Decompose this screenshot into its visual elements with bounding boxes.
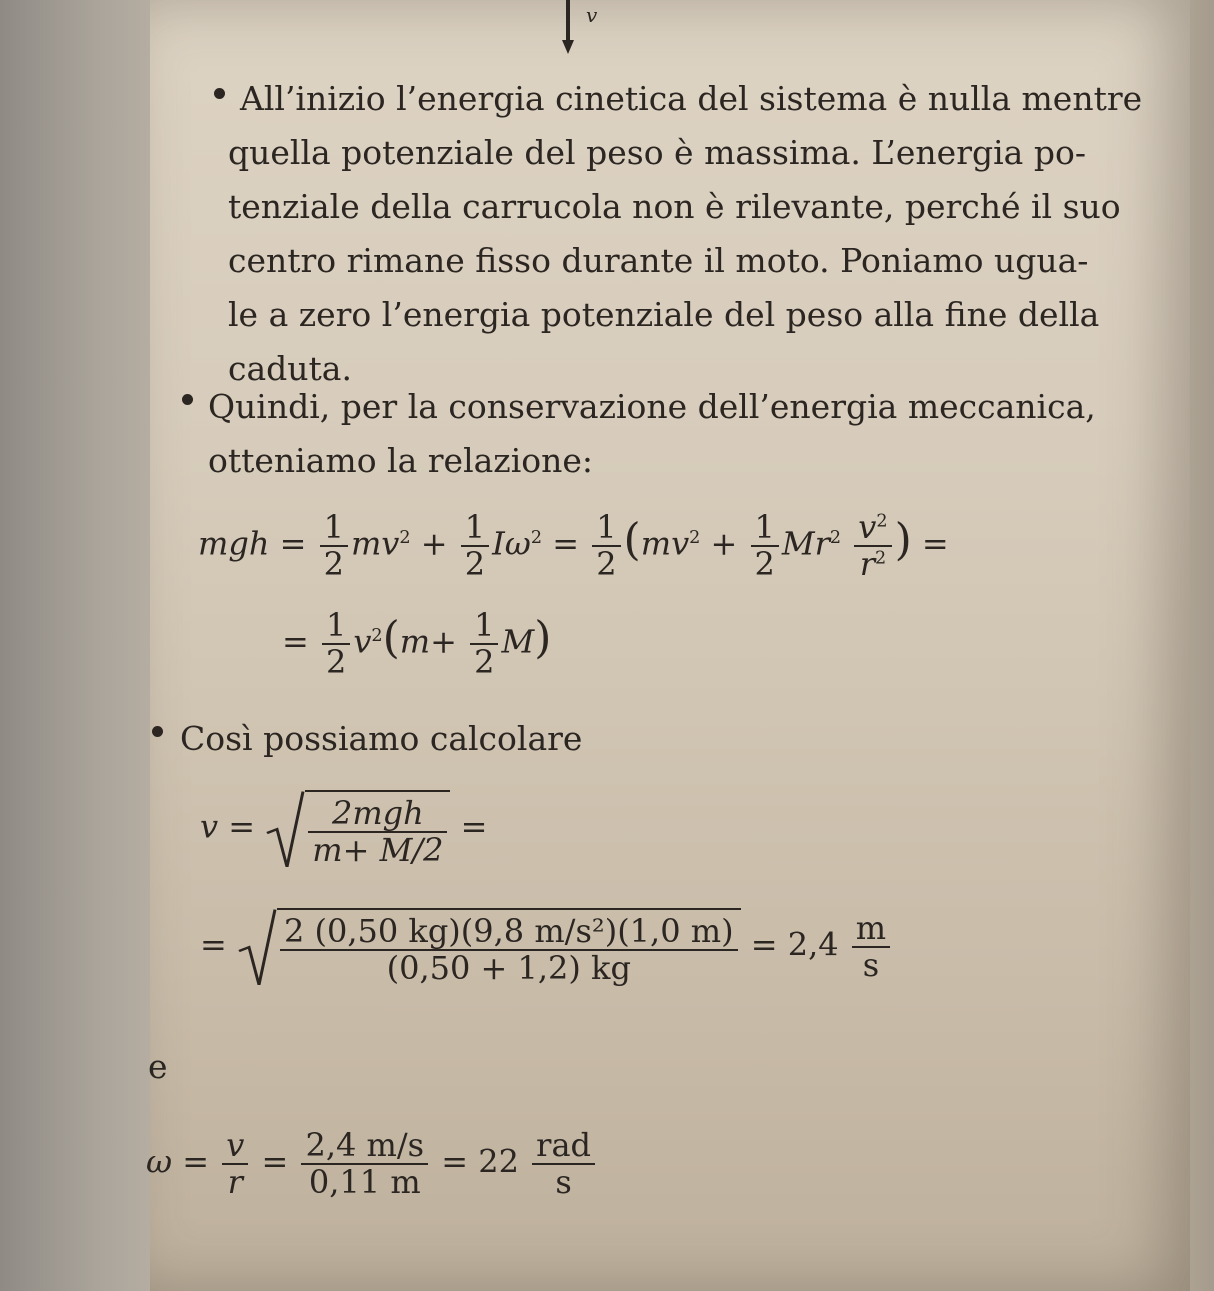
frac-num: 1 [592, 510, 620, 547]
eq-result: = 2,4 [750, 925, 839, 964]
energy-equation-line-2: = $\frac{1}{2}$ $v^2(m+$ $\frac{1}{2}$ M) [282, 606, 552, 682]
frac-den: 2 [464, 545, 486, 584]
unit-den: s [555, 1163, 572, 1202]
frac-num: 1 [322, 608, 350, 645]
p1-line: le a zero l’energia potenziale del peso alla fine della [228, 295, 1100, 334]
eq-term: Iω [492, 524, 531, 563]
frac-den: 2 [325, 643, 347, 682]
unit-num: rad [532, 1128, 595, 1165]
paragraph-2 [208, 380, 1178, 488]
frac-den: 2 [474, 643, 495, 682]
eq-term: mv [350, 524, 400, 563]
eq-lhs: ω = [146, 1142, 210, 1181]
frac-num: v [858, 508, 877, 546]
frac-den: 2 [754, 545, 775, 584]
frac-num: v [222, 1128, 248, 1165]
frac-den: r [859, 545, 875, 584]
p1-line: centro rimane fisso durante il moto. Poniamo ugua- [228, 241, 1089, 280]
sqrt-icon [265, 790, 305, 868]
eq-term: mv [640, 524, 690, 563]
frac-num: 1 [461, 510, 489, 547]
bullet-2 [182, 394, 193, 405]
p1-line: All’inizio l’energia cinetica del sistema è nulla mentre [240, 79, 1143, 118]
frac-num: 2,4 m/s [301, 1128, 428, 1165]
frac-num: 1 [751, 510, 779, 547]
eq-term: Mr [781, 524, 830, 563]
velocity-arrow-icon [560, 0, 600, 60]
frac-num: 1 [320, 510, 348, 547]
frac-num: 2mgh [308, 796, 447, 833]
frac-den: 2 [323, 545, 344, 584]
p1-line: quella potenziale del peso è massima. L’energia po- [228, 133, 1086, 172]
paragraph-1 [240, 72, 1180, 126]
unit-num: m [852, 911, 890, 948]
bullet-3 [152, 726, 163, 737]
paragraph-3: Così possiamo calcolare [180, 719, 583, 758]
frac-num: 2 (0,50 kg)(9,8 m/s²)(1,0 m) [280, 914, 738, 951]
frac-den: (0,50 + 1,2) kg [386, 949, 631, 988]
eq-term: M [501, 622, 535, 661]
energy-equation-line-1: mgh = $\frac{1}{2}$ $mv^2$ + $\frac{1}{2}$ $I\omega^2$ = $\frac{1}{2}$ ($mv^2$ + $\frac{1}{2}$ Mr$^2$ $\frac{v^2}{r^2}$ ) = [198, 508, 949, 584]
eq-term: m+ [399, 622, 457, 661]
eq-term: v [353, 622, 372, 661]
conjunction-e: e [148, 1047, 168, 1086]
p2-line: Quindi, per la conservazione dell’energia meccanica, [208, 387, 1096, 426]
velocity-numeric: = $\frac{\text{2 (0,50 kg)(9,8 m/s²)(1,0 m)}}{(0,50 + 1,2) kg}$ = 2,4 $\frac{m}{s}$ [200, 908, 893, 986]
p1-lines [228, 126, 1188, 396]
bullet-1 [214, 88, 225, 99]
eq-result: = 22 [441, 1142, 519, 1181]
frac-den: r [227, 1163, 243, 1202]
frac-den: 0,11 m [308, 1163, 421, 1202]
frac-num: 1 [470, 608, 498, 645]
frac-den: 2 [596, 545, 617, 584]
p2-line: otteniamo la relazione: [208, 441, 594, 480]
eq-lhs: v = [200, 807, 256, 846]
frac-den: m+ M/2 [312, 831, 444, 870]
angular-velocity-formula: ω = $\frac{v}{r}$ = $\frac{2,4 m/s}{0,11 m}$ = 22 $\frac{\text{rad}}{s}$ [146, 1128, 598, 1200]
unit-den: s [862, 946, 880, 985]
velocity-label: v [586, 3, 598, 27]
velocity-formula: v = $\frac{\text{2mgh}}{m+ M/2}$ = [200, 790, 487, 868]
p1-line: tenziale della carrucola non è rilevante, perché il suo [228, 187, 1121, 226]
sqrt-icon [237, 908, 277, 986]
eq-lhs: mgh = [198, 524, 307, 563]
p1-line: caduta. [228, 349, 352, 388]
